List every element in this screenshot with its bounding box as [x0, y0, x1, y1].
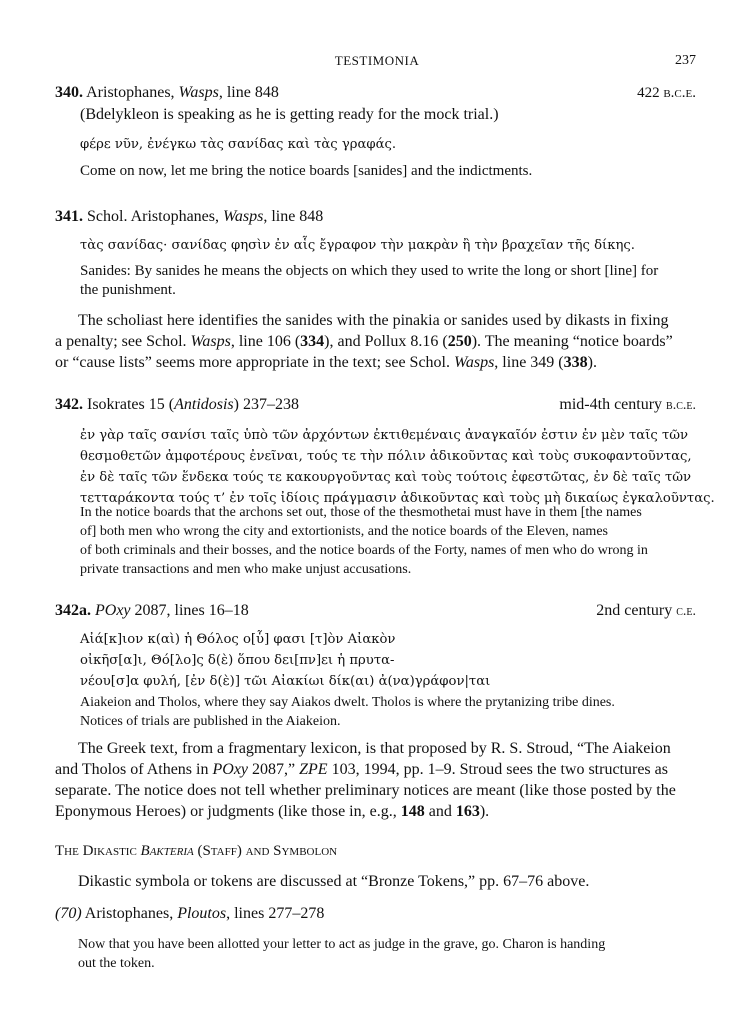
- text: ), and Pollux 8.16 (: [324, 333, 448, 350]
- translation-line: Now that you have been allotted your letter to act as judge in the grave, go. Charon is handing: [78, 937, 606, 952]
- cross-reference: 334: [300, 333, 325, 350]
- entry-340-note: (Bdelykleon is speaking as he is getting ready for the mock trial.): [80, 106, 499, 123]
- cross-reference: 163: [455, 803, 480, 820]
- section-heading: [55, 843, 696, 860]
- entry-342-translation: [80, 503, 696, 579]
- entry-line-ref: ) 237–238: [233, 396, 299, 413]
- text: Bakteria: [140, 843, 194, 859]
- paragraph-line: [55, 759, 696, 780]
- greek-line: θεσμοθετῶν ἀμφοτέρους ἐνεῖναι, τούς τε τὴν πόλιν ἀδικοῦντας καὶ τοὺς συκοφαντοῦντας,: [80, 449, 692, 464]
- entry-341-translation-line-2: the punishment.: [80, 282, 176, 298]
- entry-author: Aristophanes,: [81, 905, 178, 922]
- entry-work-title: Wasps: [223, 208, 264, 225]
- cross-reference: 338: [563, 354, 588, 371]
- entry-line-ref: , line 848: [263, 208, 324, 225]
- entry-340-translation: Come on now, let me bring the notice boards [sanides] and the indictments.: [80, 163, 533, 179]
- translation-line: out the token.: [78, 956, 155, 971]
- paragraph-line: The Greek text, from a fragmentary lexicon, is that proposed by R. S. Stroud, “The Aiakeion: [78, 740, 671, 757]
- text: Wasps: [453, 354, 495, 371]
- paragraph-line: [55, 352, 696, 373]
- cross-reference: 250: [447, 333, 472, 350]
- entry-line-ref: , lines 277–278: [226, 905, 325, 922]
- entry-line-ref: 2087, lines 16–18: [130, 602, 249, 619]
- text: The Dikastic: [55, 843, 141, 859]
- entry-341-heading: [55, 207, 696, 227]
- text: or “cause lists” seems more appropriate in the text; see Schol.: [55, 354, 454, 371]
- translation-line: In the notice boards that the archons set out, those of the thesmothetai must have in them [the names: [80, 505, 642, 520]
- text: 103, 1994, pp. 1–9. Stroud sees the two structures as: [327, 761, 668, 778]
- entry-date: 422 b.c.e.: [637, 85, 696, 101]
- entry-work-title: Ploutos: [177, 905, 227, 922]
- text: 2087,”: [248, 761, 300, 778]
- entry-date: [596, 601, 696, 622]
- paragraph-line: separate. The notice does not tell whether preliminary notices are meant (like those posted by the: [55, 782, 676, 799]
- running-head-title: TESTIMONIA: [334, 53, 420, 68]
- entry-70-translation: [78, 935, 696, 973]
- text: , line 106 (: [230, 333, 301, 350]
- commentary-paragraph-1: [55, 310, 696, 373]
- commentary-paragraph-2: [55, 738, 696, 822]
- text: Wasps: [190, 333, 231, 350]
- entry-342a-greek: [80, 629, 696, 692]
- paragraph-line: [55, 801, 696, 822]
- entry-author: Aristophanes,: [83, 84, 179, 101]
- entry-number: 342a.: [55, 602, 91, 619]
- text: , line 349 (: [494, 354, 564, 371]
- text: and: [424, 803, 456, 820]
- page-number: 237: [675, 53, 696, 68]
- cross-reference: 148: [400, 803, 425, 820]
- text: ).: [479, 803, 490, 820]
- translation-line: Aiakeion and Tholos, where they say Aiakos dwelt. Tholos is where the prytanizing tribe dines.: [80, 695, 615, 710]
- entry-342a-translation: [80, 693, 696, 731]
- commentary-paragraph-3: [55, 871, 696, 892]
- entry-author: Schol. Aristophanes,: [83, 208, 223, 225]
- entry-number: 340.: [55, 84, 83, 101]
- text: Eponymous Heroes) or judgments (like those in, e.g.,: [55, 803, 401, 820]
- entry-340-heading: [55, 83, 696, 103]
- entry-340-greek: φέρε νῦν, ἐνέγκω τὰς σανίδας καὶ τὰς γραφάς.: [80, 137, 397, 152]
- entry-number: 342.: [55, 396, 83, 413]
- text: and Tholos of Athens in: [55, 761, 213, 778]
- entry-342-greek: [80, 425, 715, 509]
- greek-line: Αἰά[κ]ιον κ(αὶ) ἡ Θόλος ο[ὗ] φασι [τ]ὸν Αἰακὸν: [80, 632, 396, 647]
- entry-work-title: POxy: [95, 602, 131, 619]
- entry-line-ref: , line 848: [218, 84, 279, 101]
- text: ).: [587, 354, 597, 371]
- text: b.c.e.: [666, 398, 696, 413]
- paragraph-line: [55, 331, 696, 352]
- greek-line: ἐν γὰρ ταῖς σανίσι ταῖς ὑπὸ τῶν ἀρχόντων ἐκτιθεμέναις ἀναγκαῖόν ἐστιν ἐν μὲν ταῖς τῶν: [80, 428, 689, 443]
- translation-line: Notices of trials are published in the Aiakeion.: [80, 714, 341, 729]
- entry-work-title: Wasps: [178, 84, 219, 101]
- entry-342-heading: [55, 395, 696, 415]
- entry-341-translation-line-1: Sanides: By sanides he means the objects on which they used to write the long or short [line] for: [80, 263, 659, 279]
- translation-line: private transactions and men who make unjust accusations.: [80, 562, 412, 577]
- greek-line: τετταράκοντα τούς τ’ ἐν τοῖς ἰδίοις πράγμασιν ἀδικοῦντας καὶ τοὺς μὴ δικαίως ἐγκαλοῦντας.: [80, 491, 715, 506]
- translation-line: of both criminals and their bosses, and the notice boards of the Forty, names of men who do wrong in: [80, 543, 648, 558]
- text: 2nd century: [596, 602, 677, 619]
- greek-line: νέου[σ]α φυλή, [ἐν δ(ὲ)] τῶι Αἰακίωι δίκ(αι) ἀ(να)γράφον|ται: [80, 674, 491, 689]
- paragraph-line: The scholiast here identifies the sanides with the pinakia or sanides used by dikasts in fixing: [78, 312, 669, 329]
- text: (Staff) and Symbolon: [193, 843, 338, 859]
- entry-number: 341.: [55, 208, 83, 225]
- entry-341-greek: τὰς σανίδας· σανίδας φησὶν ἐν αἷς ἔγραφον τὴν μακρὰν ἢ τὴν βραχεῖαν τῆς δίκης.: [80, 238, 635, 253]
- text: c.e.: [676, 604, 696, 619]
- greek-line: οἰκῆσ[α]ι, Θό[λο]ς δ(ὲ) ὅπου δει[πν]ει ἡ πρυτα-: [80, 653, 395, 668]
- entry-work-title: Antidosis: [174, 396, 234, 413]
- entry-70-heading: [55, 904, 696, 924]
- text: a penalty; see Schol.: [55, 333, 191, 350]
- entry-number: (70): [55, 905, 82, 922]
- text: POxy: [212, 761, 249, 778]
- entry-date: [559, 395, 696, 416]
- entry-author: Isokrates 15 (: [83, 396, 175, 413]
- entry-342a-heading: [55, 601, 696, 621]
- text: mid-4th century: [559, 396, 667, 413]
- paragraph-line: Dikastic symbola or tokens are discussed at “Bronze Tokens,” pp. 67–76 above.: [78, 873, 590, 890]
- translation-line: of] both men who wrong the city and extortionists, and the notice boards of the Eleven, names: [80, 524, 608, 539]
- text: ). The meaning “notice boards”: [471, 333, 673, 350]
- text: ZPE: [299, 761, 328, 778]
- greek-line: ἐν δὲ ταῖς τῶν ἕνδεκα τούς τε κακουργοῦντας καὶ τοὺς τούτοις ἐφεστῶτας, ἐν δὲ ταῖς τῶν: [80, 470, 692, 485]
